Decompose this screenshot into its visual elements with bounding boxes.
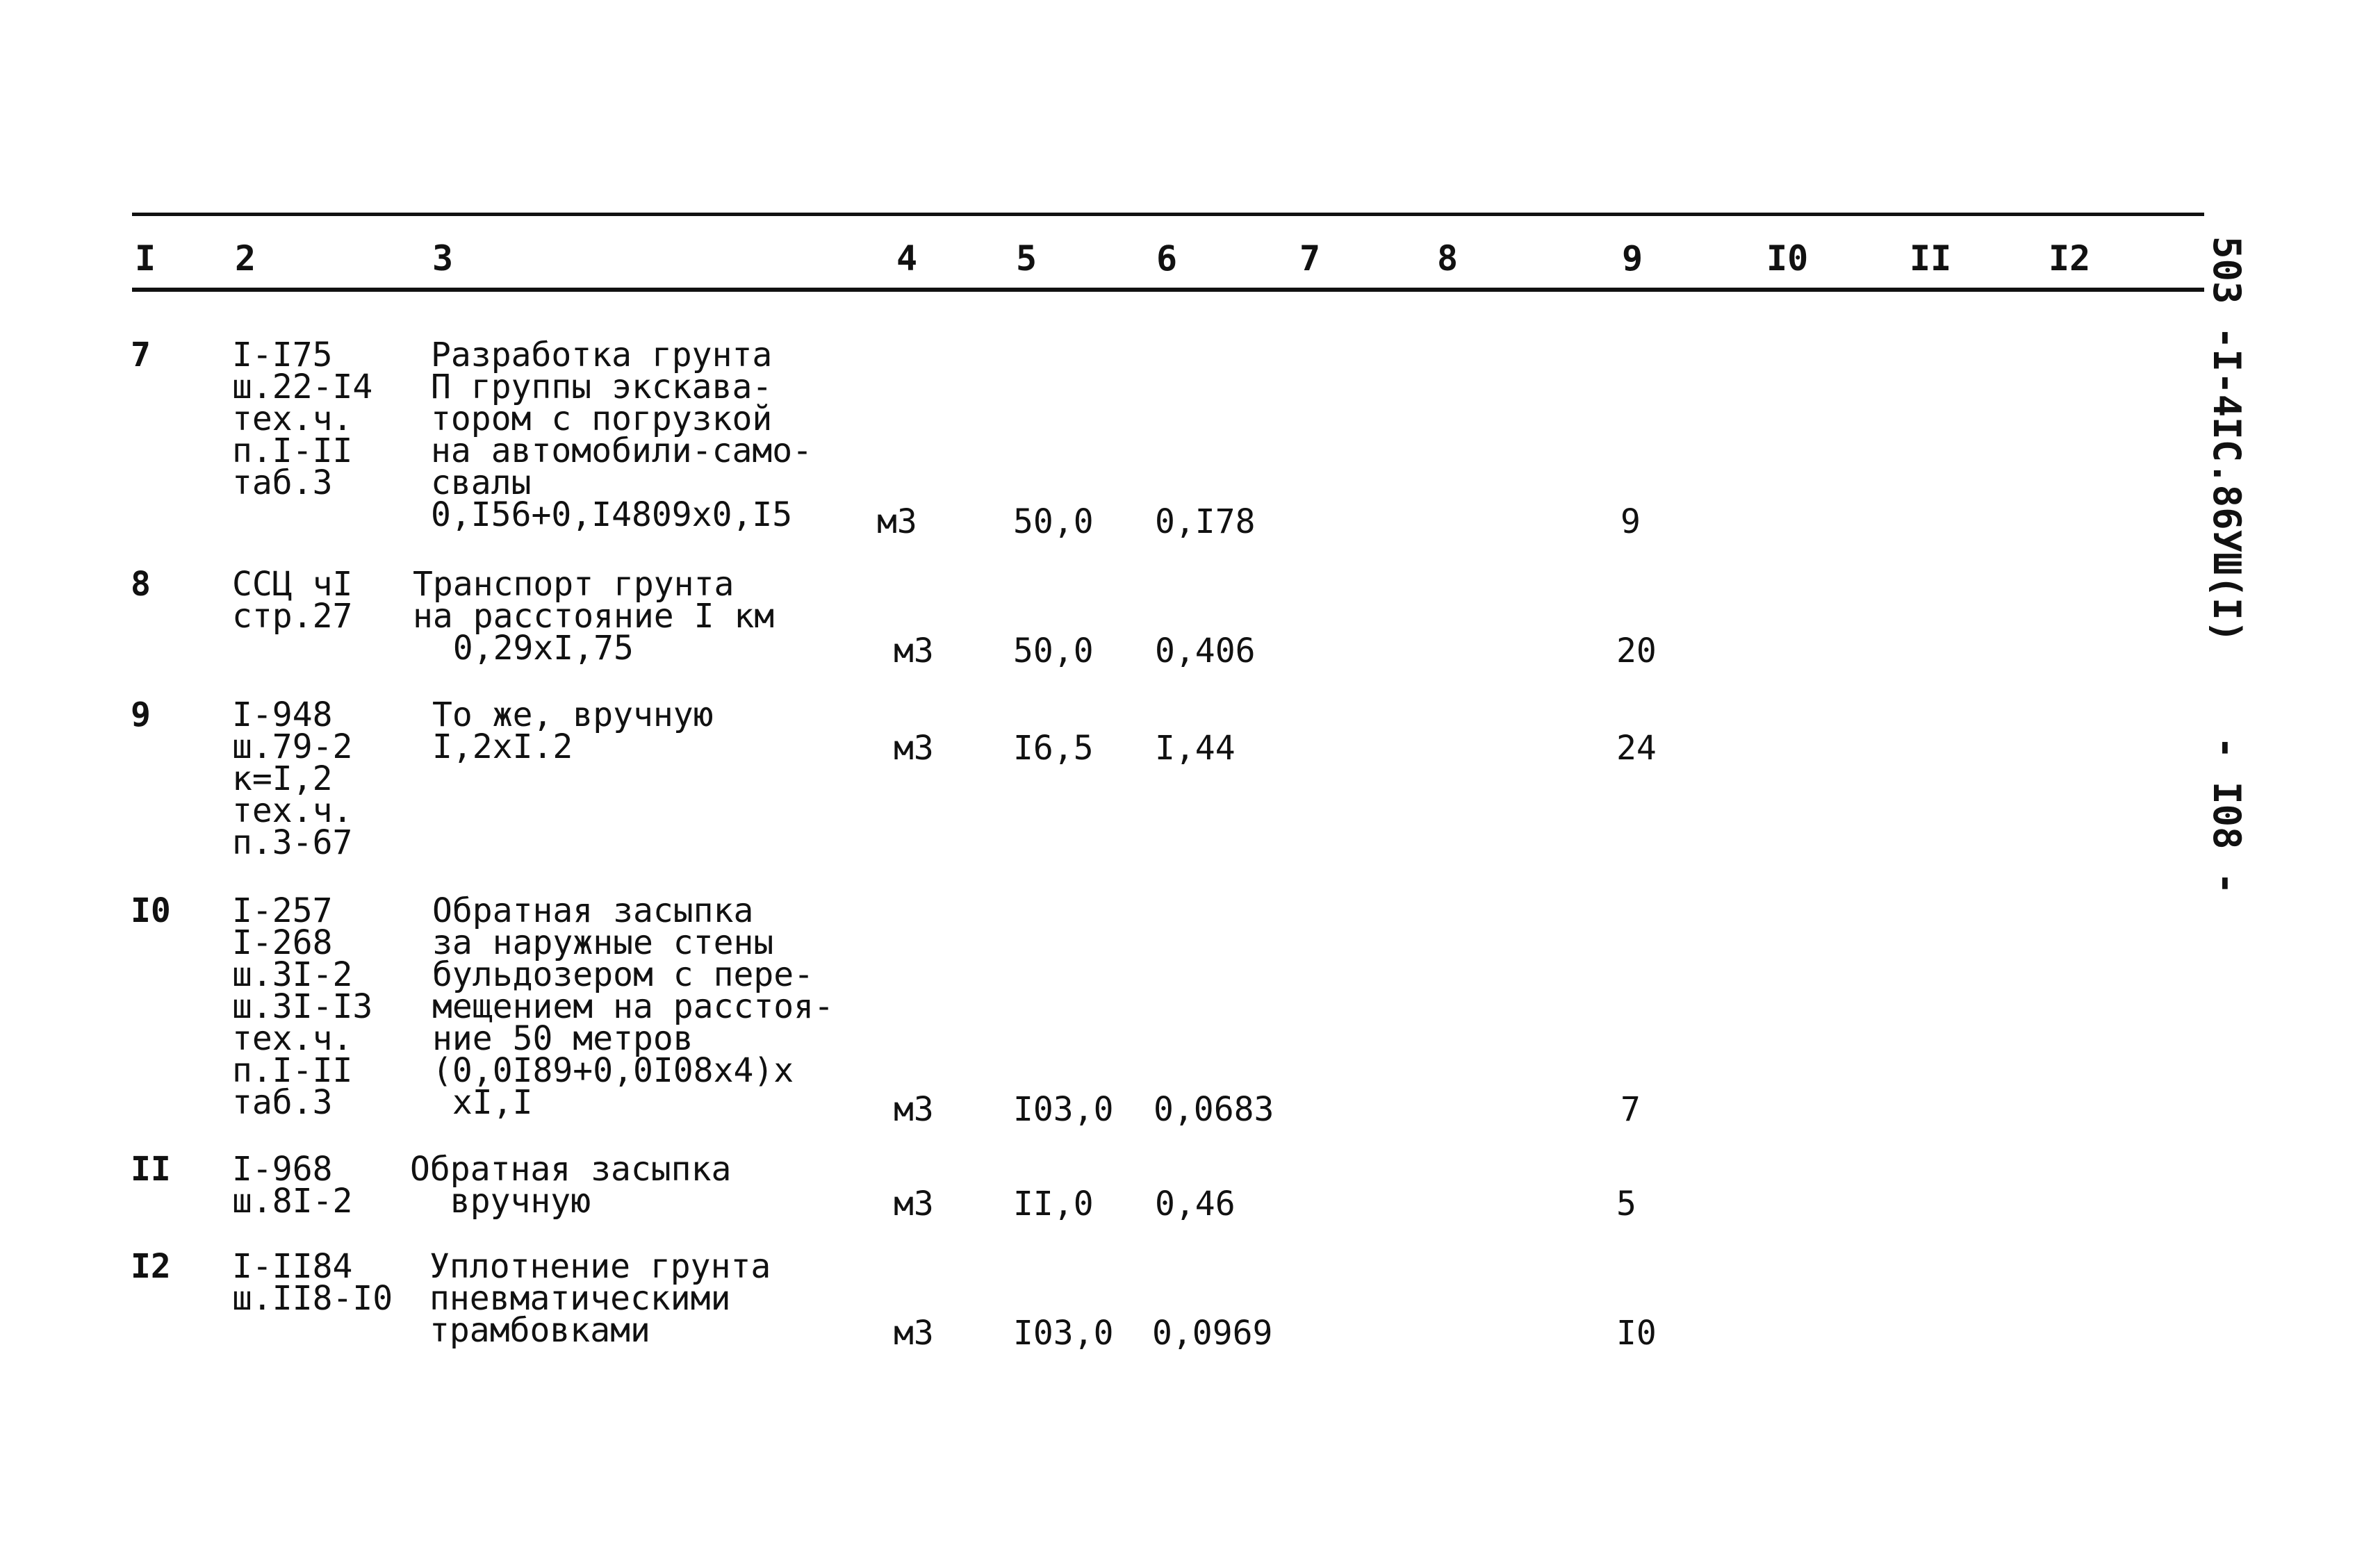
col-header-3: 3	[432, 238, 454, 279]
row-number: I2	[131, 1247, 171, 1286]
row-unit: м3	[877, 502, 917, 541]
row-rate: 0,0683	[1154, 1090, 1274, 1129]
row-total: 9	[1620, 502, 1641, 541]
col-header-4: 4	[896, 238, 918, 279]
row-description: То же, вручную I,2xI.2	[432, 695, 714, 766]
row-quantity: II,0	[1013, 1185, 1094, 1223]
col-header-11: II	[1910, 238, 1952, 279]
header-rule	[132, 288, 2204, 292]
row-reference: ССЦ чI стр.27	[232, 565, 353, 636]
row-number: 9	[131, 695, 151, 734]
row-description: Транспорт грунта на расстояние I км 0,29xI,75	[413, 565, 775, 668]
row-description: Уплотнение грунта пневматическими трамбовками	[429, 1247, 771, 1350]
row-description: Обратная засыпка вручную	[410, 1150, 732, 1221]
row-unit: м3	[894, 1090, 934, 1129]
row-number: 8	[131, 565, 151, 604]
row-rate: 0,0969	[1152, 1314, 1273, 1353]
row-unit: м3	[894, 729, 934, 768]
row-number: 7	[131, 336, 151, 374]
row-description: Обратная засыпка за наружные стены бульдозером с пере- мещением на расстоя- ние 50 метров (0,0I89+0,0I08x4)x xI,I	[432, 891, 834, 1122]
col-header-6: 6	[1156, 238, 1178, 279]
col-header-2: 2	[235, 238, 256, 279]
document-code: 503 -I-4IC.86УШ(I)	[2205, 236, 2249, 643]
row-total: 20	[1616, 632, 1657, 670]
row-total: 24	[1616, 729, 1657, 768]
col-header-10: I0	[1766, 238, 1809, 279]
col-header-7: 7	[1299, 238, 1321, 279]
row-number: II	[131, 1150, 171, 1189]
row-rate: 0,46	[1155, 1185, 1236, 1223]
row-description: Разработка грунта П группы экскава- тором с погрузкой на автомобили-само- свалы 0,I56+0,I4809x0,I5	[431, 336, 813, 534]
row-total: I0	[1616, 1314, 1657, 1353]
row-reference: I-948 ш.79-2 к=I,2 тех.ч. п.3-67	[232, 695, 353, 862]
row-reference: I-II84 ш.II8-I0	[232, 1247, 393, 1318]
page-number: - I08 -	[2205, 736, 2249, 895]
col-header-12: I2	[2049, 238, 2091, 279]
top-rule	[132, 213, 2204, 216]
col-header-1: I	[135, 238, 156, 279]
col-header-9: 9	[1622, 238, 1643, 279]
row-total: 7	[1620, 1090, 1641, 1129]
row-quantity: 50,0	[1013, 632, 1094, 670]
row-rate: I,44	[1155, 729, 1236, 768]
row-quantity: I03,0	[1013, 1314, 1114, 1353]
row-quantity: I6,5	[1013, 729, 1094, 768]
row-number: I0	[131, 891, 171, 930]
row-rate: 0,I78	[1155, 502, 1256, 541]
row-unit: м3	[894, 632, 934, 670]
row-unit: м3	[894, 1185, 934, 1223]
col-header-8: 8	[1437, 238, 1459, 279]
row-quantity: 50,0	[1013, 502, 1094, 541]
col-header-5: 5	[1016, 238, 1037, 279]
row-total: 5	[1616, 1185, 1636, 1223]
row-quantity: I03,0	[1013, 1090, 1114, 1129]
row-reference: I-257 I-268 ш.3I-2 ш.3I-I3 тех.ч. п.I-II таб.3	[232, 891, 373, 1122]
row-unit: м3	[894, 1314, 934, 1353]
row-reference: I-968 ш.8I-2	[232, 1150, 353, 1221]
row-reference: I-I75 ш.22-I4 тех.ч. п.I-II таб.3	[232, 336, 373, 502]
row-rate: 0,406	[1155, 632, 1256, 670]
